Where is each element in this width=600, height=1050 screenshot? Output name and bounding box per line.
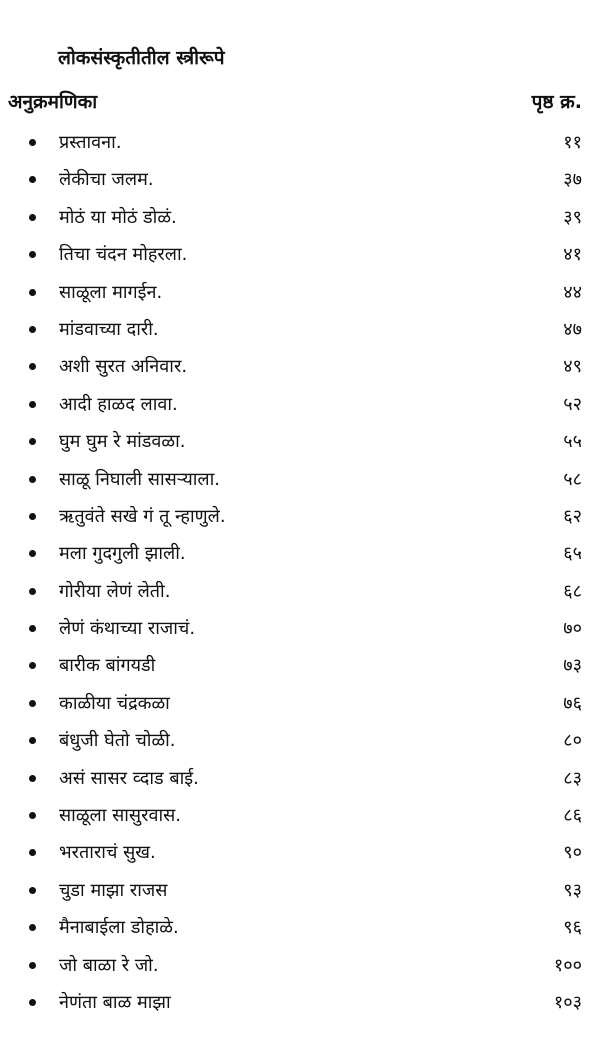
bullet-icon (29, 812, 36, 819)
toc-entry (0, 764, 600, 801)
toc-entry (0, 614, 600, 651)
toc-entry-page-number: ६२ (563, 505, 582, 527)
contents-heading: अनुक्रमणिका (8, 91, 98, 113)
toc-entry-title: गोरीया लेणं लेती. (59, 580, 171, 602)
toc-entry (0, 352, 600, 389)
bullet-icon (29, 438, 36, 445)
toc-entry-page-number: ६८ (563, 580, 582, 602)
toc-entry (0, 838, 600, 875)
toc-entry-page-number: ४७ (563, 318, 582, 340)
page-number-heading: पृष्ठ क्र. (531, 91, 582, 113)
bullet-icon (29, 849, 36, 856)
bullet-icon (29, 326, 36, 333)
toc-entry (0, 502, 600, 539)
toc-entry-title: घुम घुम रे मांडवळा. (59, 431, 186, 453)
toc-entry-title: प्रस्तावना. (59, 132, 122, 153)
bullet-icon (29, 700, 36, 707)
bullet-icon (29, 401, 36, 408)
bullet-icon (29, 999, 36, 1006)
bullet-icon (29, 550, 36, 557)
toc-entry-title: लेणं कंथाच्या राजाचं. (59, 618, 196, 640)
bullet-icon (29, 139, 36, 146)
toc-entry-page-number: १०३ (553, 991, 582, 1013)
toc-entry-title: भरताराचं सुख. (59, 842, 156, 864)
toc-entry-page-number: ५८ (563, 468, 582, 490)
toc-entry (0, 240, 600, 277)
toc-entry-title: नेणंता बाळ माझा (59, 991, 171, 1013)
toc-entry-title: बारीक बांगयडी (59, 655, 156, 677)
toc-entry-title: बंधुजी घेतो चोळी. (59, 730, 176, 752)
toc-entry-title: साळूला मागईन. (59, 281, 163, 303)
bullet-icon (29, 588, 36, 595)
toc-entry-page-number: ८० (563, 730, 582, 752)
toc-entry (0, 726, 600, 763)
toc-entry (0, 913, 600, 950)
bullet-icon (29, 737, 36, 744)
toc-entry (0, 278, 600, 315)
toc-entry-page-number: ९३ (563, 879, 582, 901)
bullet-icon (29, 476, 36, 483)
toc-entry-page-number: ५२ (563, 393, 582, 415)
bullet-icon (29, 924, 36, 931)
toc-entry-page-number: ३७ (563, 169, 582, 191)
toc-entry (0, 651, 600, 688)
toc-entry (0, 689, 600, 726)
toc-entry-title: साळू निघाली सासऱ्याला. (59, 468, 221, 490)
toc-entry (0, 801, 600, 838)
toc-entry (0, 427, 600, 464)
toc-entry (0, 315, 600, 352)
bullet-icon (29, 775, 36, 782)
toc-entry-title: आदी हाळद लावा. (59, 393, 178, 415)
toc-entry (0, 951, 600, 988)
toc-entry-title: चुडा माझा राजस (59, 879, 168, 901)
toc-entry (0, 128, 600, 165)
toc-entry-title: मैनाबाईला डोहाळे. (59, 917, 179, 939)
toc-entry-page-number: ६५ (563, 543, 582, 565)
toc-entry-page-number: ३९ (563, 206, 582, 228)
toc-entry (0, 876, 600, 913)
toc-entry-title: मोठं या मोठं डोळं. (59, 206, 177, 228)
bullet-icon (29, 513, 36, 520)
toc-entry-title: मांडवाच्या दारी. (59, 318, 159, 340)
bullet-icon (29, 887, 36, 894)
toc-header (8, 88, 582, 116)
toc-entry-page-number: ५५ (563, 431, 582, 453)
bullet-icon (29, 662, 36, 669)
toc-entry-page-number: ७० (563, 618, 582, 640)
toc-entry (0, 203, 600, 240)
toc-entry (0, 390, 600, 427)
toc-entry-title: तिचा चंदन मोहरला. (59, 244, 188, 266)
toc-entry-title: ऋतुवंते सखे गं तू न्हाणुले. (59, 505, 226, 527)
toc-entry-page-number: ८६ (563, 805, 582, 827)
toc-entry-page-number: ४९ (563, 356, 582, 378)
toc-entry-page-number: ८३ (563, 767, 582, 789)
toc-entry (0, 539, 600, 576)
bullet-icon (29, 214, 36, 221)
toc-entry-title: मला गुदगुली झाली. (59, 543, 186, 565)
bullet-icon (29, 176, 36, 183)
toc-entry-page-number: ९६ (563, 917, 582, 939)
bullet-icon (29, 962, 36, 969)
bullet-icon (29, 625, 36, 632)
toc-entry-page-number: ७६ (563, 692, 582, 714)
toc-entry-page-number: ४१ (563, 244, 582, 266)
bullet-icon (29, 251, 36, 258)
toc-entry (0, 165, 600, 202)
toc-entry-title: जो बाळा रे जो. (59, 954, 159, 976)
toc-entry-title: अशी सुरत अनिवार. (59, 356, 188, 378)
bullet-icon (29, 289, 36, 296)
bullet-icon (29, 363, 36, 370)
toc-entry-page-number: १०० (553, 954, 582, 976)
toc-entry-title: काळीया चंद्रकळा (59, 692, 170, 714)
toc-entry (0, 577, 600, 614)
toc-entry (0, 465, 600, 502)
toc-entry (0, 988, 600, 1025)
toc-entry-title: लेकीचा जलम. (59, 169, 154, 191)
toc-entry-title: असं सासर व्दाड बाई. (59, 767, 199, 789)
toc-entry-page-number: ९० (563, 842, 582, 864)
toc-entry-page-number: ११ (563, 132, 582, 153)
book-title: लोकसंस्कृतीतील स्त्रीरूपे (58, 47, 225, 69)
table-of-contents (0, 128, 600, 1025)
toc-entry-title: साळूला सासुरवास. (59, 805, 182, 827)
toc-entry-page-number: ४४ (563, 281, 582, 303)
toc-entry-page-number: ७३ (563, 655, 582, 677)
